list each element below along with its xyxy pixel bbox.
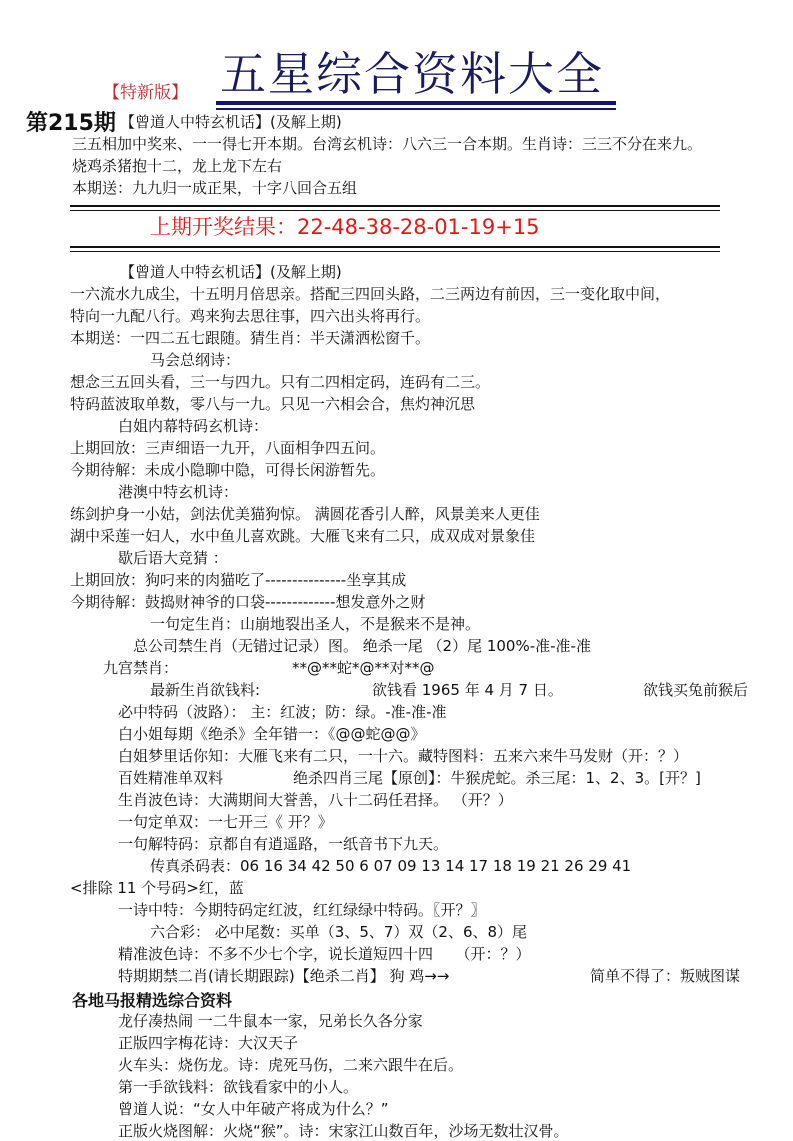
- section2-line: 正版四字梅花诗：大汉天子: [118, 1034, 299, 1052]
- paichu: <排除 11 个号码>红，蓝: [70, 879, 244, 897]
- section2-line: 曾道人说：“女人中年破产将成为什么？”: [118, 1100, 389, 1118]
- yiju-jie: 一句解特码：京都自有逍遥路，一纸音书下九天。: [118, 835, 449, 853]
- baixing-right: 绝杀四肖三尾【原创】：牛猴虎蛇。杀三尾：1、2、3。[开？]: [293, 769, 701, 787]
- section2-line: 正版火烧图解：火烧“猴”。诗：宋家江山数百年，沙场无数壮汉骨。: [118, 1122, 569, 1140]
- section2-line: 龙仔凑热闹 一二牛鼠本一家，兄弟长久各分家: [118, 1012, 423, 1030]
- last-result-label: 上期开奖结果：: [150, 215, 297, 239]
- mahui-line: 特码蓝波取单数，零八与一九。只见一六相会合，焦灼神沉思: [70, 395, 476, 413]
- xiehou-line: 今期待解：鼓捣财神爷的口袋-------------想发意外之财: [70, 593, 426, 611]
- liuhecai: 六合彩： 必中尾数：买单（3、5、7）双（2、6、8）尾: [150, 923, 528, 941]
- mahui-title: 马会总纲诗：: [150, 351, 241, 369]
- gangao-line: 湖中采莲一妇人，水中鱼儿喜欢跳。大雁飞来有二只，成双成对景象佳: [70, 527, 536, 545]
- teqi-right: 简单不得了：叛贼图谋: [590, 967, 741, 985]
- gangao-title: 港澳中特玄机诗：: [118, 483, 239, 501]
- divider: [70, 210, 720, 211]
- intro-line: 三五相加中奖来、一一得七开本期。台湾玄机诗：八六三一合本期。生肖诗：三三不分在来九。: [72, 135, 703, 153]
- baijie-line: 今期待解：未成小隐聊中隐，可得长闲游暂先。: [70, 461, 386, 479]
- issue-subtitle: 【曾道人中特玄机话】(及解上期): [120, 113, 342, 131]
- yiju-shengxiao: 一句定生肖：山崩地裂出圣人，不是猴来不是神。: [150, 615, 481, 633]
- baixing-left: 百姓精准单双料: [118, 769, 224, 787]
- zuixin-mid: 欲钱看 1965 年 4 月 7 日。: [372, 681, 563, 699]
- divider: [70, 251, 720, 252]
- bizhong: 必中特码（波路）： 主：红波；防：绿。-准-准-准: [118, 703, 447, 721]
- zeng-line: 一六流水九成尘，十五明月倍思亲。搭配三四回头路，二三两边有前因，三一变化取中间，: [70, 285, 671, 303]
- divider: [70, 205, 720, 207]
- divider: [70, 246, 720, 248]
- teqi-left: 特期期禁二肖(请长期跟踪)【绝杀二肖】 狗 鸡→→: [118, 967, 450, 985]
- title-underline-thin: [216, 108, 616, 110]
- gangao-line: 练剑护身一小姑，剑法优美猫狗惊。 满圆花香引人醉，风景美来人更佳: [70, 505, 540, 523]
- last-result: [150, 213, 540, 241]
- zeng-title: 【曾道人中特玄机话】(及解上期): [120, 263, 342, 281]
- jingzhun: 精准波色诗：不多不少七个字，说长道短四十四 （开：？）: [118, 945, 531, 963]
- baijie-line: 上期回放：三声细语一九开，八面相争四五问。: [70, 439, 386, 457]
- issue-number: 第215期: [26, 111, 116, 136]
- shengxiao-bose: 生肖波色诗：大满期间大誉善，八十二码任君择。 （开？）: [118, 791, 513, 809]
- jiugong-label: 九宫禁肖：: [103, 659, 179, 677]
- intro-line: 烧鸡杀猪抱十二，龙上龙下左右: [72, 157, 283, 175]
- mahui-line: 想念三五回头看，三一与四九。只有二四相定码，连码有二三。: [70, 373, 491, 391]
- section2-line: 火车头：烧伤龙。诗：虎死马伤，二来六跟牛在后。: [118, 1056, 464, 1074]
- yishi: 一诗中特：今期特码定红波，红红绿绿中特码。〖开？〗: [118, 901, 486, 919]
- chuanzhen: 传真杀码表：06 16 34 42 50 6 07 09 13 14 17 18 19 21 26 29 41: [150, 857, 632, 875]
- intro-line: 本期送：九九归一成正果，十字八回合五组: [72, 179, 358, 197]
- zuixin-right: 欲钱买兔前猴后: [643, 681, 749, 699]
- zeng-line: 特向一九配八行。鸡来狗去思往事，四六出头将再行。: [70, 307, 431, 325]
- last-result-numbers: 22-48-38-28-01-19+15: [297, 215, 540, 239]
- edition-badge: 【特新版】: [103, 83, 188, 103]
- zuixin-label: 最新生肖欲钱料:: [150, 681, 261, 699]
- yiju-danshuang: 一句定单双：一七开三《 开？》: [118, 813, 333, 831]
- xiehou-line: 上期回放：狗叼来的肉猫吃了---------------坐享其成: [70, 571, 407, 589]
- xiehou-title: 歇后语大竞猜 ：: [118, 549, 228, 567]
- zonggongsi: 总公司禁生肖（无错过记录）图。 绝杀一尾 （2）尾 100%-准-准-准: [133, 637, 591, 655]
- baijie-title: 白姐内幕特码玄机诗：: [118, 417, 269, 435]
- title-underline-thick: [216, 101, 616, 105]
- page-title: 五星综合资料大全: [220, 47, 604, 101]
- zeng-line: 本期送：一四二五七跟随。猜生肖：半天潇洒松窗千。: [70, 329, 431, 347]
- section2-line: 第一手欲钱料：欲钱看家中的小人。: [118, 1078, 359, 1096]
- jiugong-value: **@**蛇*@**对**@: [292, 659, 435, 677]
- baijie-meng: 白姐梦里话你知：大雁飞来有二只，一十六。藏特图料：五来六来牛马发财（开：？）: [118, 747, 689, 765]
- section2-title: 各地马报精选综合资料: [72, 991, 233, 1010]
- baixiaojie: 白小姐每期《绝杀》全年错一：《@@蛇@@》: [118, 725, 426, 743]
